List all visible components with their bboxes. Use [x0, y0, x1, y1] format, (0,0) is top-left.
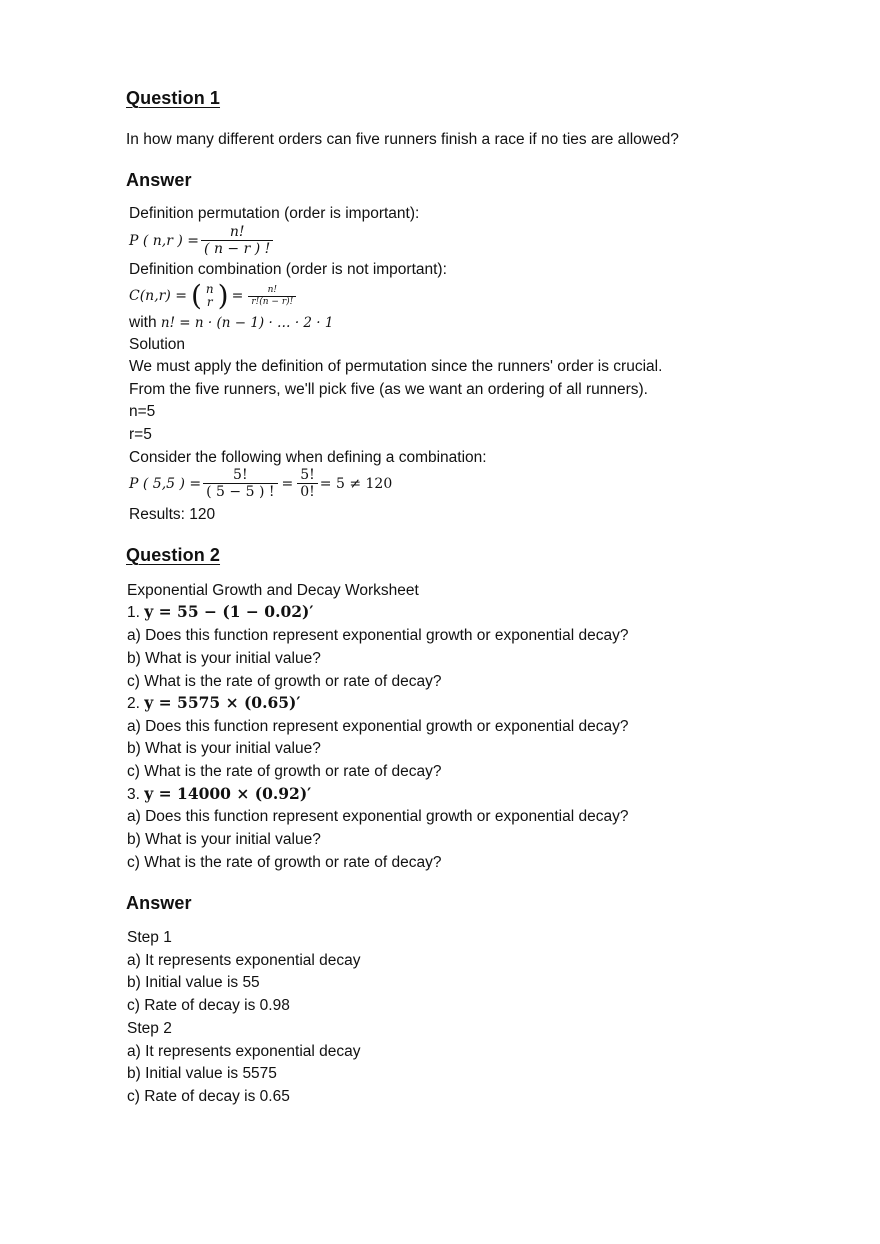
calculation-equals: =: [281, 475, 294, 492]
combination-fraction: [248, 285, 296, 307]
binomial-top: n: [205, 281, 214, 296]
worksheet-item-3-formula-line: [127, 785, 311, 805]
solution-label: Solution: [129, 336, 186, 353]
item-formula: y = 55 − (1 − 0.02)′: [144, 602, 314, 621]
calculation-denominator-1: ( 5 − 5 ) !: [206, 484, 275, 501]
answer-2-heading: Answer: [126, 893, 192, 913]
item-2-question-c: c) What is the rate of growth or rate of decay?: [127, 763, 442, 780]
step-1-answer-c: c) Rate of decay is 0.98: [127, 997, 290, 1014]
item-formula: y = 14000 × (0.92)′: [144, 784, 312, 803]
permutation-denominator: ( n − r ) !: [204, 241, 271, 258]
item-2-question-a: a) Does this function represent exponential growth or exponential decay?: [127, 718, 629, 735]
factorial-prefix: with: [129, 314, 157, 331]
calculation-lhs: P ( 5,5 ) =: [129, 475, 202, 492]
step-1-label: Step 1: [127, 929, 172, 946]
permutation-formula-lhs: P ( n,r ) =: [129, 232, 200, 249]
step-2-answer-c: c) Rate of decay is 0.65: [127, 1088, 290, 1105]
step-2-answer-a: a) It represents exponential decay: [127, 1043, 361, 1060]
item-2-question-b: b) What is your initial value?: [127, 740, 321, 757]
factorial-definition: [129, 314, 333, 333]
solution-line-2: From the five runners, we'll pick five (as we want an ordering of all runners).: [129, 381, 648, 398]
item-1-question-a: a) Does this function represent exponential growth or exponential decay?: [127, 627, 629, 644]
question-2-heading: Question 2: [126, 545, 221, 565]
binomial-bottom: r: [206, 295, 213, 309]
calculation-tail: = 5 ≠ 120: [319, 475, 393, 492]
calculation-numerator-2: 5!: [297, 467, 318, 484]
answer-1-heading: Answer: [126, 170, 192, 190]
combination-equals: =: [231, 288, 244, 304]
factorial-formula: n! = n · (n − 1) · … · 2 · 1: [160, 315, 334, 331]
combination-formula-lhs: C(n,r) =: [129, 288, 187, 304]
n-value: n=5: [129, 403, 156, 420]
calculation-formula: [129, 467, 392, 500]
definition-combination: Definition combination (order is not important):: [129, 261, 447, 278]
item-number: 2.: [127, 695, 140, 712]
item-1-question-c: c) What is the rate of growth or rate of decay?: [127, 673, 442, 690]
item-number: 1.: [127, 604, 140, 621]
worksheet-item-1-formula-line: [127, 603, 313, 623]
step-2-answer-b: b) Initial value is 5575: [127, 1065, 277, 1082]
step-2-label: Step 2: [127, 1020, 172, 1037]
item-3-question-c: c) What is the rate of growth or rate of decay?: [127, 854, 442, 871]
combination-formula: [129, 279, 298, 312]
definition-permutation: Definition permutation (order is important):: [129, 205, 420, 222]
calculation-numerator-1: 5!: [203, 467, 277, 484]
worksheet-item-2-formula-line: [127, 694, 300, 714]
step-1-answer-a: a) It represents exponential decay: [127, 952, 361, 969]
item-3-question-b: b) What is your initial value?: [127, 831, 321, 848]
item-1-question-b: b) What is your initial value?: [127, 650, 321, 667]
permutation-formula: [129, 224, 275, 257]
item-3-question-a: a) Does this function represent exponential growth or exponential decay?: [127, 808, 629, 825]
r-value: r=5: [129, 426, 152, 443]
combination-numerator: n!: [248, 285, 296, 296]
worksheet-title: Exponential Growth and Decay Worksheet: [127, 582, 419, 599]
solution-line-1: We must apply the definition of permutation since the runners' order is crucial.: [129, 358, 663, 375]
step-1-answer-b: b) Initial value is 55: [127, 974, 260, 991]
permutation-fraction: [201, 224, 273, 257]
calculation-fraction-1: [203, 467, 277, 500]
combination-binomial: ( n r ): [190, 279, 229, 312]
question-1-heading: Question 1: [126, 88, 221, 108]
question-1-text: In how many different orders can five runners finish a race if no ties are allowed?: [126, 131, 679, 148]
calculation-denominator-2: 0!: [300, 484, 315, 501]
results-line: Results: 120: [129, 506, 216, 523]
item-formula: y = 5575 × (0.65)′: [144, 693, 301, 712]
item-number: 3.: [127, 786, 140, 803]
combination-denominator: r!(n − r)!: [251, 296, 294, 307]
permutation-numerator: n!: [201, 224, 273, 241]
calculation-fraction-2: [297, 467, 318, 500]
consider-line: Consider the following when defining a combination:: [129, 449, 487, 466]
